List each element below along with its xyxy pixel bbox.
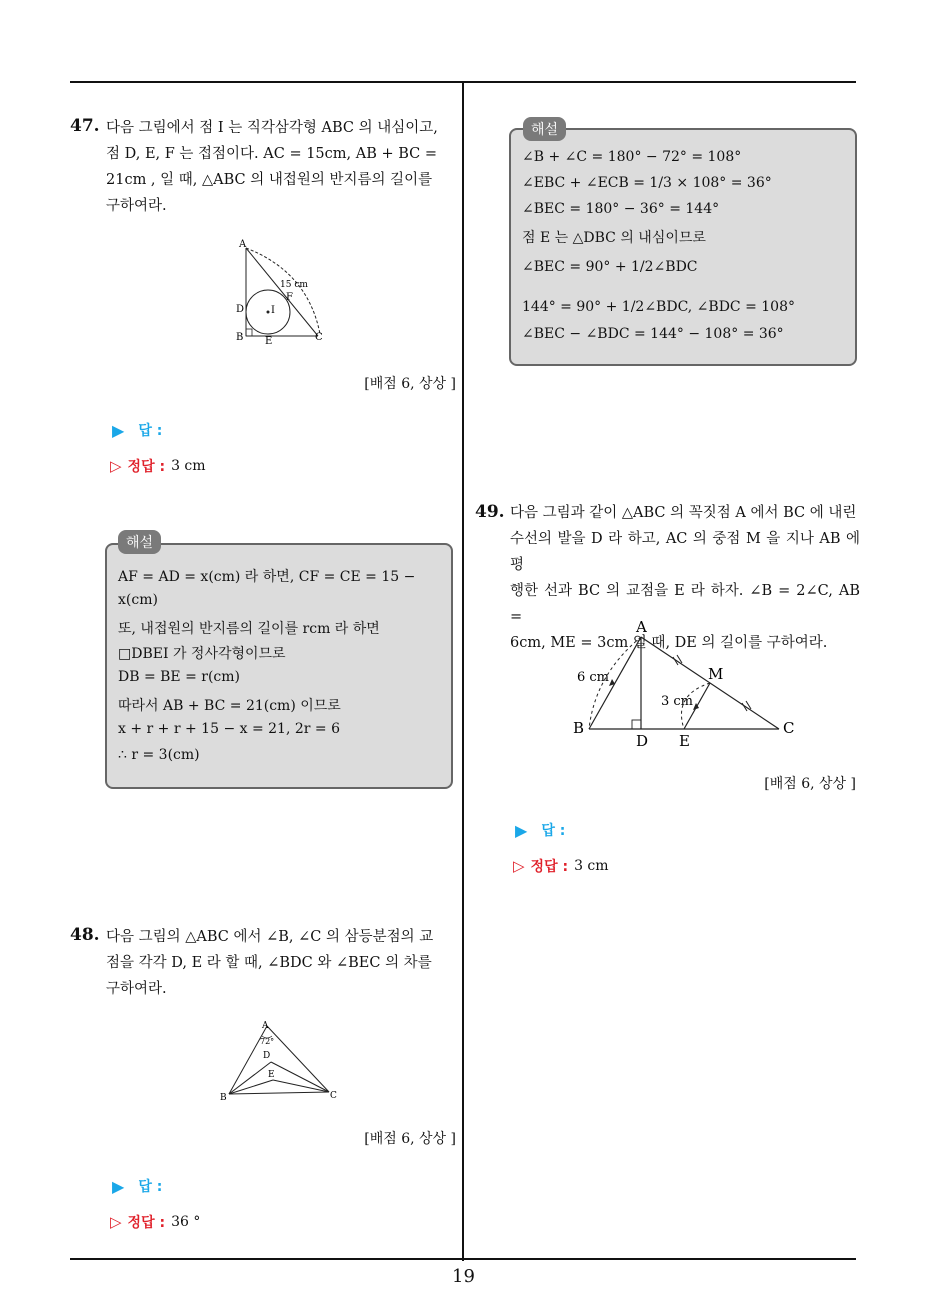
label-E: E — [679, 732, 690, 750]
correct-answer-row — [110, 456, 206, 476]
explanation-line: □DBEI 가 정사각형이므로 — [118, 646, 286, 662]
question-text — [106, 924, 456, 1002]
triangle-icon: ▶ — [515, 820, 528, 840]
label-angle: 72° — [260, 1037, 275, 1046]
question-number: 47. — [70, 116, 100, 136]
label-I: I — [271, 305, 275, 316]
label-C: C — [315, 332, 323, 343]
question-line: 다음 그림에서 점 I 는 직각삼각형 ABC 의 내심이고, — [106, 120, 438, 136]
explanation-tag: 해설 — [118, 530, 161, 554]
label-C: C — [330, 1091, 337, 1101]
question-line: 구하여라. — [106, 981, 167, 997]
correct-answer-row — [110, 1212, 200, 1232]
question-line: 다음 그림의 △ABC 에서 ∠B, ∠C 의 삼등분점의 교 — [106, 929, 434, 945]
label-F: F — [286, 292, 293, 303]
label-M: M — [708, 665, 724, 683]
triangle-icon: ▶ — [112, 1176, 125, 1196]
answer-row — [515, 820, 565, 840]
question-text — [106, 115, 456, 219]
explanation-line: 또, 내접원의 반지름의 길이를 rcm 라 하면 — [118, 621, 380, 637]
explanation-line: 따라서 AB + BC = 21(cm) 이므로 — [118, 698, 341, 714]
outline-triangle-icon: ▷ — [513, 857, 525, 875]
explanation-line: 144° = 90° + 1/2∠BDC, ∠BDC = 108° — [522, 299, 795, 315]
score-label: [배점 6, 상상 ] — [364, 376, 456, 392]
column-divider — [462, 81, 464, 1261]
explanation-line: x(cm) — [118, 592, 158, 608]
answer-label: 답 : — [138, 423, 163, 439]
score-label: [배점 6, 상상 ] — [364, 1131, 456, 1147]
correct-label: 정답 : — [127, 459, 166, 475]
explanation-line: 점 E 는 △DBC 의 내심이므로 — [522, 230, 706, 246]
label-D: D — [263, 1051, 271, 1061]
label-E: E — [265, 336, 273, 347]
figure-right-triangle-incircle — [228, 232, 338, 347]
outline-triangle-icon: ▷ — [110, 457, 122, 475]
figure-median-parallel — [565, 615, 805, 750]
explanation-line: AF = AD = x(cm) 라 하면, CF = CE = 15 − — [118, 569, 416, 585]
explanation-line: ∠BEC = 180° − 36° = 144° — [522, 201, 720, 217]
explanation-tag: 해설 — [523, 117, 566, 141]
label-A: A — [239, 239, 247, 250]
correct-value: 3 cm — [171, 458, 206, 474]
label-C: C — [783, 719, 795, 737]
explanation-line: ∠BEC = 90° + 1/2∠BDC — [522, 259, 698, 275]
label-D: D — [636, 732, 649, 750]
outline-triangle-icon: ▷ — [110, 1213, 122, 1231]
question-number: 49. — [475, 502, 505, 522]
correct-value: 3 cm — [574, 858, 609, 874]
explanation-line: x + r + r + 15 − x = 21, 2r = 6 — [118, 721, 340, 737]
correct-value: 36 ° — [171, 1214, 201, 1230]
question-line: 6cm, ME = 3cm 일 때, DE 의 길이를 구하여라. — [510, 635, 828, 651]
answer-label: 답 : — [138, 1179, 163, 1195]
figure-angle-trisectors — [215, 1016, 345, 1106]
label-B: B — [220, 1093, 227, 1103]
explanation-line: ∠BEC − ∠BDC = 144° − 108° = 36° — [522, 326, 784, 342]
question-line: 구하여라. — [106, 198, 167, 214]
label-B: B — [573, 719, 585, 737]
label-E: E — [268, 1070, 275, 1080]
question-line: 21cm , 일 때, △ABC 의 내접원의 반지름의 길이를 — [106, 172, 433, 188]
label-ab-length: 6 cm — [577, 670, 610, 685]
label-A: A — [636, 618, 647, 636]
explanation-line: ∠EBC + ∠ECB = 1/3 × 108° = 36° — [522, 175, 772, 191]
label-D: D — [236, 304, 245, 315]
explanation-line: DB = BE = r(cm) — [118, 669, 241, 685]
question-line: 점 D, E, F 는 접점이다. AC = 15cm, AB + BC = — [106, 146, 438, 162]
label-A: A — [262, 1021, 269, 1031]
correct-answer-row — [513, 856, 609, 876]
answer-row — [112, 1176, 162, 1196]
correct-label: 정답 : — [127, 1215, 166, 1231]
label-length: 15 cm — [280, 280, 308, 290]
explanation-line: ∴ r = 3(cm) — [118, 747, 200, 763]
triangle-icon: ▶ — [112, 420, 125, 440]
question-line: 수선의 발을 D 라 하고, AC 의 중점 M 을 지나 AB 에 평 — [510, 531, 860, 573]
explanation-line: ∠B + ∠C = 180° − 72° = 108° — [522, 149, 742, 165]
answer-label: 답 : — [541, 823, 566, 839]
label-me-length: 3 cm — [661, 694, 694, 709]
label-B: B — [236, 332, 244, 343]
bottom-rule — [70, 1258, 856, 1260]
correct-label: 정답 : — [530, 859, 569, 875]
answer-row — [112, 420, 162, 440]
question-line: 행한 선과 BC 의 교점을 E 라 하자. ∠B = 2∠C, AB = — [510, 583, 860, 625]
question-number: 48. — [70, 925, 100, 945]
question-line: 다음 그림과 같이 △ABC 의 꼭짓점 A 에서 BC 에 내린 — [510, 505, 857, 521]
question-line: 점을 각각 D, E 라 할 때, ∠BDC 와 ∠BEC 의 차를 — [106, 955, 432, 971]
page-number: 19 — [452, 1266, 475, 1287]
score-label: [배점 6, 상상 ] — [764, 776, 856, 792]
